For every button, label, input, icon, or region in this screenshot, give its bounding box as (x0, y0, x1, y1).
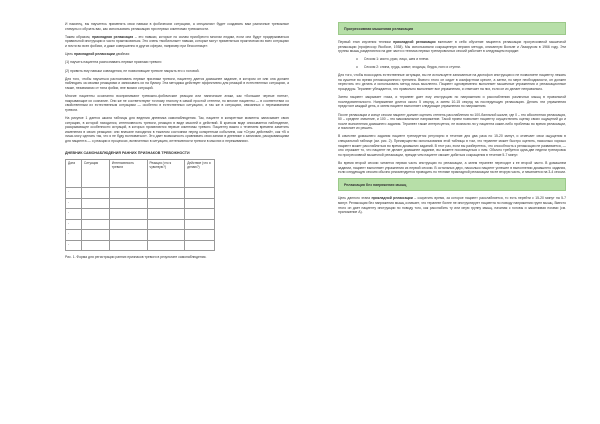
table-header-action: Действие (что я делаю?) (185, 160, 215, 188)
paragraph: Затем пациент закрывает глаза, и терапевт дает ему инструкцию по напряжению и расслаблению различных мышц в правильной последовательности. Напряжение длится около 5 секунд, а затем 10-15 секунд на последующую релаксацию. Делать эти упражнения предстоит каждый день, и затем пациент выполняет следующие упражнения по напряжению. (338, 95, 566, 109)
paragraph: Во время второй сессии читается первая часть инструкции по релаксации, а затем терапевт переходит к ее второй части. В домашнем задании, пациент выполняет упражнения из первой сессии. В остальных двух, насколько пациент успешен в выполнении домашнего задания, если следующую сессию обычно рекомендуется проводить по технике прикладной релаксации на ее вторую часть, и начинается на 3-4 сессии. (338, 161, 566, 175)
text-run: – это навыки, которые по силам приобрести многим людям, если они будут придерживаться правильной инструкции и часто практиковаться. Это очень «мобильные» навыки, которые могут применяться практически во всех ситуациях и почти во всех фобиях, и даже совершенно в других сферах, например при бессоннице». (65, 34, 289, 48)
paragraph: Для того, чтобы научиться распознавать первые признаки тревоги, пациенту дается домашнее задание, в котором он или она должен наблюдать за своими реакциями и записывать их на бумагу. Эта методика действует эффективно для реакций в естественных ситуациях, а также, независимо от типа фобии, вне всяких ситуаций. (65, 76, 289, 90)
paragraph: (1) научить пациента распознавать первые признаки тревоги (65, 60, 162, 65)
table-row (66, 188, 215, 199)
section-heading: Прогрессивная мышечная релаксация (338, 22, 566, 35)
table-header-reaction: Реакция (что я чувствую?) (147, 160, 185, 188)
bold-term: прикладной релаксации (393, 40, 436, 44)
paragraph: Для того, чтобы воссоздать естественные ситуации, вы не используете записанные на диктофон инструкции и не позволяете пациенту лежать на кушетке во время релаксационного тренинга. Вместо этого он сидит в комфортном кресле, а затем, по мере необходимости, он должен перестать это делать и использовать метод лишь мысленно. Пациент одновременно выполняет мышечные упражнения и релаксационные процедуры. Терапевт убеждается, что правильно выполняет все упражнения, и отмечает на них, если он их делает неправильно. (338, 73, 566, 91)
table-row (66, 209, 215, 220)
paragraph: Многие пациенты осознанно воспринимают тревожно-фобические реакции или панические атаки, как «большие черные пятна», накрывающие их сознание. Они же не соответствуют точному эталону в самой простой степени, но многие пациенты — в соответствии со свойственным их естественным ситуациям — особенно в естественных ситуациях, и так же в ситуациях, связанных с переживанием тревоги. (65, 94, 289, 112)
paragraph: На рисунке 1 дается шкала таблицы для ведения дневника самонаблюдения. Так, пациент в конкретные моменты записывает свою ситуацию, в которой находился, интенсивность тревоги, реакцию в виде мыслей и действий. В кратком виде описывается наблюдение, раскрывающее особенности ситуаций, в которых проявляются первые симптомы тревоги. Пациенту важно с течением времени заметить изменения в своих реакциях: они вначале находятся в тяжелом состоянии перед конкретным событием, как «Страх действий», как «В я лишь могу сделать так, что я не буду волноваться». Это дает возможность сравнивать свои записи в дневнике с записями, раскрывающими для пациента — о реакции и процессах, включенных в ситуацию, интенсивности тревоги в мыслях и переживаниях. (65, 116, 289, 144)
list-item: o Сессия 1: кисти, руки, лицо, шея и плечи. (356, 57, 566, 62)
table-header-intensity: Интенсивность тревоги (109, 160, 147, 188)
bold-term: прикладной релаксации (73, 52, 115, 57)
paragraph (338, 196, 566, 214)
text-run: двойная: (114, 52, 130, 57)
paragraph: (2) привить ему навыки совладения, не позволяющие тревоге накрыть его с головой. (65, 68, 200, 73)
text-run: Первый этап изучения техники (338, 40, 394, 44)
session-list (356, 57, 566, 69)
right-column (338, 22, 566, 218)
text-run: Цель данного этапа (338, 196, 372, 201)
paragraph: После релаксации и конце сессии пациент должен оценить степень расслабления по 100-балльной шкале, где 0 – это абсолютная релаксация, 50 – среднее значение, и 100 – это максимальное напряжение. Такой прием позволяет пациенту осуществлять оценку своих ощущений до и после выполнения домашнего задания. Терапевт также интересуется, не возникли ли у пациента какие-либо проблемы во время релаксации, и помогает их решить. (338, 112, 566, 131)
table-header-date: Дата (66, 160, 82, 188)
table-row (66, 240, 215, 251)
table-row (66, 198, 215, 209)
paragraph (65, 52, 289, 57)
table-header-situation: Ситуация (81, 160, 109, 188)
bold-term: прикладной релаксации (371, 196, 413, 201)
table-title: ДНЕВНИК САМОНАБЛЮДЕНИЯ РАННИХ ПРИЗНАКОВ ТРЕВОЖНОСТИ (65, 150, 190, 155)
paragraph: В качестве домашнего задания пациент тренируется регулярно в течение дня два раза по 15-20 минут, и отмечает свои ощущения в специальной таблице (см. рис. 2). Преимущество использования этой таблицы в том, что терапевт может быстро оценить, насколько хорошо пациент может расслабляться во время домашних заданий. В этот раз, если вы разберетесь, что способность к релаксации не развивается, — оно отражает то, что пациент не делает домашнее задание, вы можете посовещаться с ним. Обычно требуется одна-две недели тренировок по прогрессивной мышечной релаксации, прежде чем пациент сможет добиться сокращения в течение 5-7 минут. (338, 134, 566, 157)
text-run: включает в себя обучение пациента релаксации прогрессивной мышечной релаксации (профессор Якобсон, 1938). Мы использовали сокращенную версию метода, описанную Вольпе и Лазарусом в 1966 году. Эти группы мышц разделяются на две части и техника первых тренировочных сессий работает в следующем порядке: (338, 40, 566, 54)
table-row (66, 219, 215, 230)
figure-caption: Рис. 1. Форма для регистрации ранних признаков тревоги в результате самонаблюдения. (65, 255, 207, 260)
table-cell: - (66, 188, 82, 199)
table-cell: - (66, 230, 82, 241)
table-row (66, 230, 215, 241)
paragraph (65, 35, 289, 49)
paragraph: И наконец, вы научитесь применять свои навыки в фобических ситуациях, а специалист будет создавать вам различные тревожные стимулы и обучать вас, как использовать релаксацию при первых симптомах тревожности. (65, 22, 289, 31)
left-column (65, 22, 289, 260)
bold-term: прикладная релаксация (91, 34, 134, 39)
table-cell: - (66, 209, 82, 220)
section-heading: Релаксация без напряжения мышц (338, 178, 566, 191)
table-cell: - (66, 240, 82, 251)
self-observation-table (65, 159, 215, 251)
text-run: Таким образом, (65, 34, 92, 39)
text-run: Цель (65, 52, 74, 57)
table-cell: - (66, 219, 82, 230)
text-run: – сократить время, за которое пациент расслабляется, то есть перейти с 15-20 минут на 5-7 минут. Релаксация без напряжения мышц означает, что терапевт более не инструктирует пациента по поводу напряжения групп мышц. Вместо этого он дает пациенту инструкции по поводу того, как расслабить ту или иную группу мышц, начиная с головы и заканчивая ногами (см. приложение А). (338, 196, 566, 215)
paragraph (338, 40, 566, 54)
table-cell: - (66, 198, 82, 209)
list-item: o Сессия 2: спина, грудь, живот, ягодицы, бедра, ноги и ступни. (356, 65, 566, 70)
table-header-row (66, 160, 215, 188)
